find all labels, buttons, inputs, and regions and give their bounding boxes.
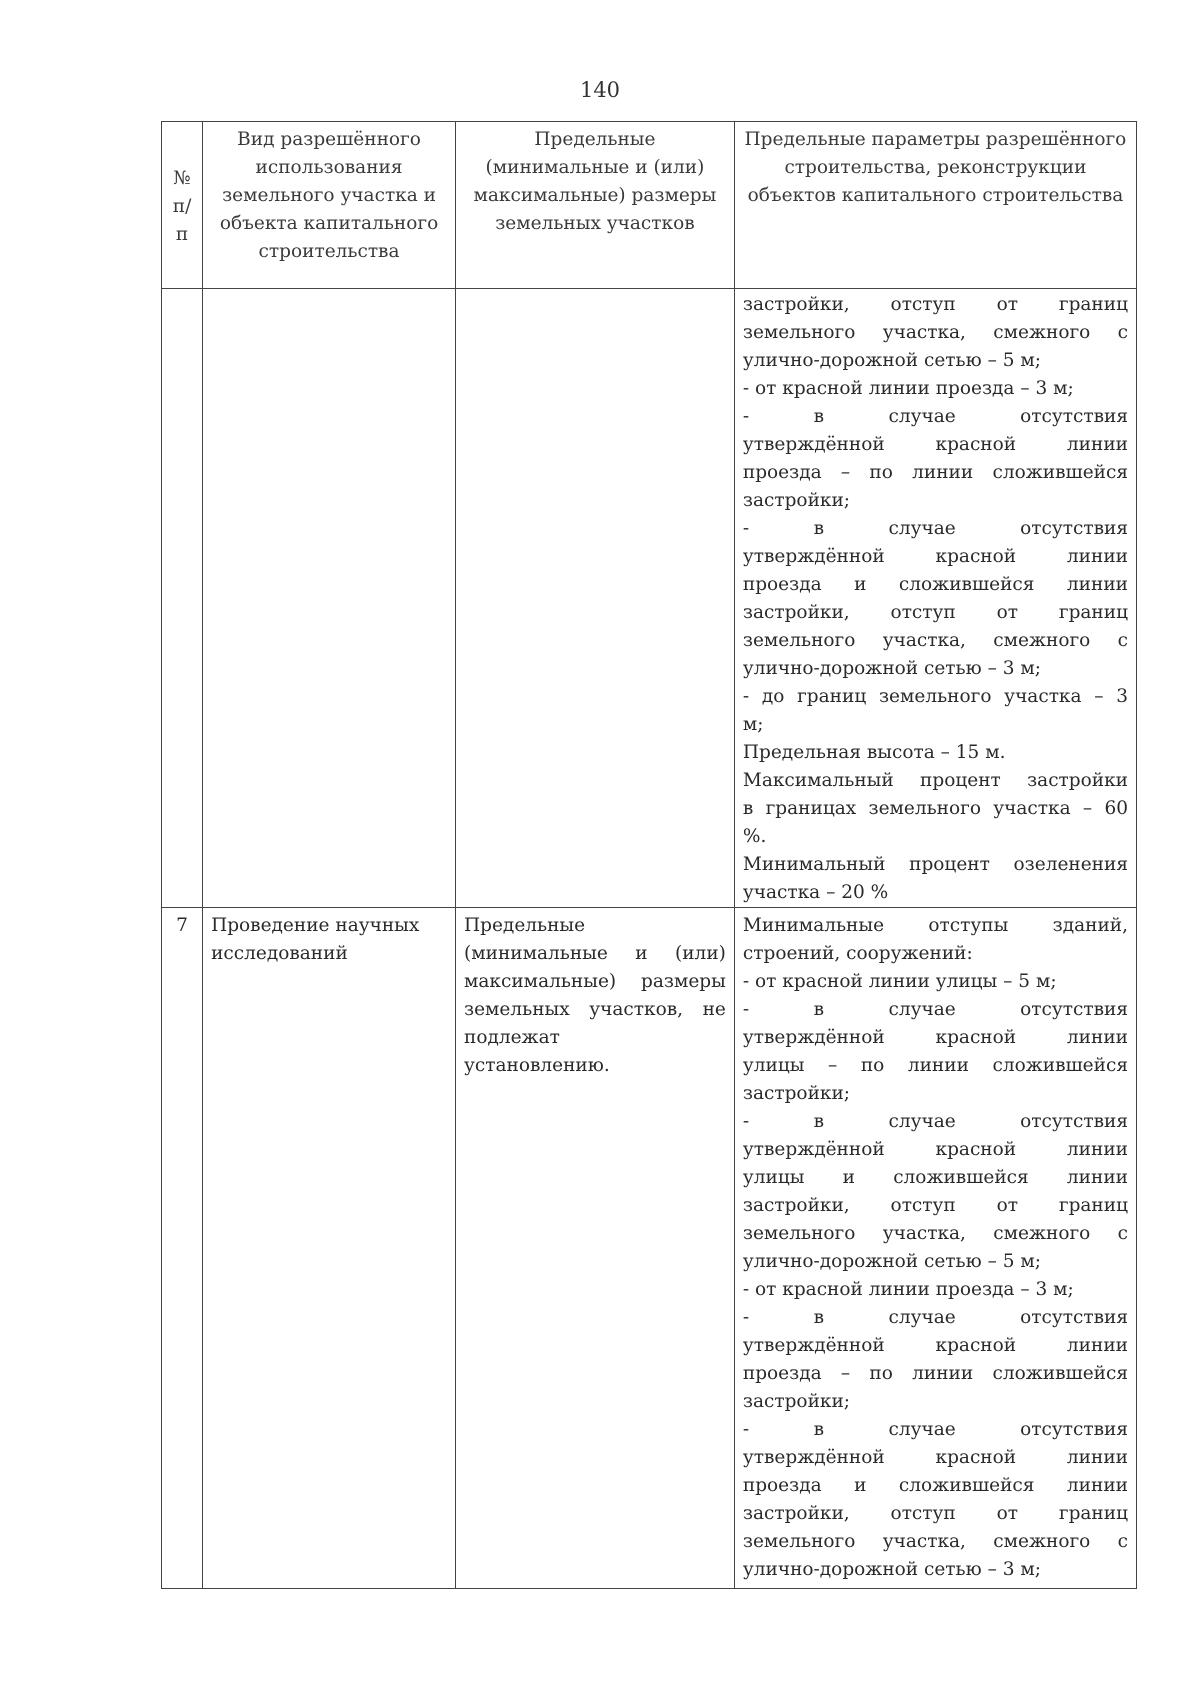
text-line: проезда и сложившейся линии	[742, 574, 1128, 595]
row-plot-size	[456, 908, 735, 1589]
row-plot-size	[456, 289, 735, 908]
text-line: установлению.	[464, 1055, 610, 1076]
text-line: - от красной линии проезда – 3 м;	[742, 378, 1074, 399]
table-header-row	[162, 122, 1137, 289]
text-line: застройки, отступ от границ	[742, 602, 1128, 623]
header-plot-size-limits: Предельные (минимальные и (или) максимальные) размеры земельных участков	[456, 122, 735, 289]
text-line: застройки;	[742, 490, 851, 511]
text-line: строений, сооружений:	[742, 943, 973, 964]
text-line: застройки, отступ от границ	[742, 1503, 1128, 1524]
text-line: земельного участка, смежного с	[742, 630, 1128, 651]
text-line: земельных участков, не	[464, 999, 726, 1020]
text-line: земельного участка, смежного с	[742, 1531, 1128, 1552]
text-line: - в случае отсутствия	[742, 1419, 1128, 1440]
text-line: улицы и сложившейся линии	[742, 1167, 1128, 1188]
text-line: Предельные	[464, 915, 586, 936]
text-line: застройки, отступ от границ	[742, 294, 1128, 315]
row-number	[162, 289, 203, 908]
row-permitted-use: Проведение научных исследований	[203, 908, 456, 1589]
text-line: застройки, отступ от границ	[742, 1195, 1128, 1216]
table-row	[162, 289, 1137, 908]
text-line: проезда и сложившейся линии	[742, 1475, 1128, 1496]
text-line: Предельная высота – 15 м.	[742, 742, 1006, 763]
text-line: участка – 20 %	[742, 882, 889, 903]
text-line: - в случае отсутствия	[742, 1111, 1128, 1132]
text-line: - в случае отсутствия	[742, 1307, 1128, 1328]
text-line: застройки;	[742, 1391, 851, 1412]
text-line: (минимальные и (или)	[464, 943, 726, 964]
text-line: - от красной линии улицы – 5 м;	[742, 971, 1057, 992]
text-line: улично-дорожной сетью – 3 м;	[742, 658, 1042, 679]
text-line: улично-дорожной сетью – 5 м;	[742, 350, 1042, 371]
text-line: подлежат	[464, 1027, 560, 1048]
table-row	[162, 908, 1137, 1589]
text-line: утверждённой красной линии	[742, 1335, 1128, 1356]
text-line: утверждённой красной линии	[742, 434, 1128, 455]
zoning-parameters-table	[161, 121, 1137, 1589]
text-line: улицы – по линии сложившейся	[742, 1055, 1128, 1076]
text-line: Максимальный процент застройки	[742, 770, 1128, 791]
row-number: 7	[162, 908, 203, 1589]
text-line: в границах земельного участка – 60	[742, 798, 1128, 819]
text-line: утверждённой красной линии	[742, 1139, 1128, 1160]
header-permitted-use: Вид разрешённого использования земельного участка и объекта капитального строительства	[203, 122, 456, 289]
text-line: Минимальный процент озеленения	[742, 854, 1128, 875]
text-line: улично-дорожной сетью – 3 м;	[742, 1559, 1042, 1580]
text-line: утверждённой красной линии	[742, 1027, 1128, 1048]
header-number: № п/п	[162, 122, 203, 289]
text-line: %.	[742, 826, 767, 847]
row-parameters	[734, 289, 1136, 908]
page-number: 140	[579, 78, 621, 102]
text-line: - в случае отсутствия	[742, 999, 1128, 1020]
text-line: проезда – по линии сложившейся	[742, 1363, 1128, 1384]
row-permitted-use	[203, 289, 456, 908]
header-construction-parameters: Предельные параметры разрешённого строительства, реконструкции объектов капитального строительства	[734, 122, 1136, 289]
text-line: максимальные) размеры	[464, 971, 726, 992]
text-line: проезда – по линии сложившейся	[742, 462, 1128, 483]
text-line: - от красной линии проезда – 3 м;	[742, 1279, 1074, 1300]
row-parameters	[734, 908, 1136, 1589]
text-line: утверждённой красной линии	[742, 546, 1128, 567]
text-line: земельного участка, смежного с	[742, 322, 1128, 343]
text-line: утверждённой красной линии	[742, 1447, 1128, 1468]
text-line: улично-дорожной сетью – 5 м;	[742, 1251, 1042, 1272]
text-line: - в случае отсутствия	[742, 406, 1128, 427]
text-line: Минимальные отступы зданий,	[742, 915, 1128, 936]
text-line: земельного участка, смежного с	[742, 1223, 1128, 1244]
text-line: - до границ земельного участка – 3	[742, 686, 1128, 707]
text-line: м;	[742, 714, 764, 735]
text-line: застройки;	[742, 1083, 851, 1104]
text-line: - в случае отсутствия	[742, 518, 1128, 539]
